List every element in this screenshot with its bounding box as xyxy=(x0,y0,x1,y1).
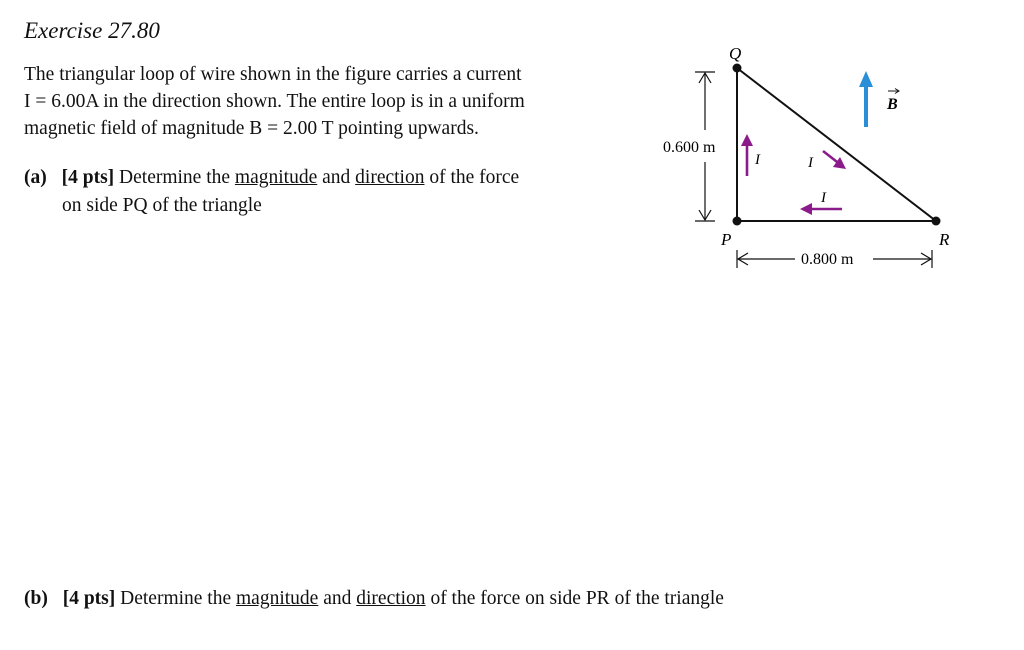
current-label-rp: I xyxy=(821,190,826,206)
triangle-loop xyxy=(737,68,936,221)
vertex-r-dot xyxy=(932,217,941,226)
question-b-text1: Determine the xyxy=(120,588,232,609)
question-a-magnitude: magnitude xyxy=(234,167,318,188)
vertex-p-dot xyxy=(733,217,742,226)
intro-line-3: magnetic field of magnitude B = 2.00 T pointing upwards. xyxy=(24,118,479,139)
vertex-p-label: P xyxy=(721,230,732,249)
current-arrow-pq xyxy=(741,134,753,176)
field-label: B xyxy=(887,96,898,113)
vertex-q-dot xyxy=(733,64,742,73)
question-a-text2: of the force xyxy=(429,167,520,188)
height-label: 0.600 m xyxy=(663,139,716,156)
question-a-points: [4 pts] xyxy=(61,167,115,188)
question-a-direction: direction xyxy=(355,167,425,188)
current-label-qr: I xyxy=(808,155,813,171)
question-b-magnitude: magnitude xyxy=(236,588,319,609)
intro-line-1: The triangular loop of wire shown in the figure carries a current xyxy=(24,64,522,85)
question-a-line2: on side PQ of the triangle xyxy=(62,195,262,216)
question-a-text1: Determine the xyxy=(119,167,231,188)
vertex-q-label: Q xyxy=(729,44,742,63)
width-label: 0.800 m xyxy=(801,251,854,268)
question-b-and: and xyxy=(323,588,352,609)
current-label-pq: I xyxy=(755,152,760,168)
vector-arrow-icon xyxy=(888,89,899,94)
question-b-text2: of the force on side PR of the triangle xyxy=(430,588,724,609)
intro-line-2: I = 6.00A in the direction shown. The entire loop is in a uniform xyxy=(24,91,525,112)
question-a-and: and xyxy=(322,167,351,188)
vertex-r-label: R xyxy=(939,230,950,249)
question-a-label: (a) xyxy=(24,167,47,188)
current-arrow-qr xyxy=(823,151,846,169)
exercise-title: Exercise 27.80 xyxy=(24,18,160,43)
question-b-points: [4 pts] xyxy=(62,588,116,609)
question-b-label: (b) xyxy=(24,588,48,609)
field-arrow xyxy=(859,71,873,127)
question-b-direction: direction xyxy=(356,588,426,609)
